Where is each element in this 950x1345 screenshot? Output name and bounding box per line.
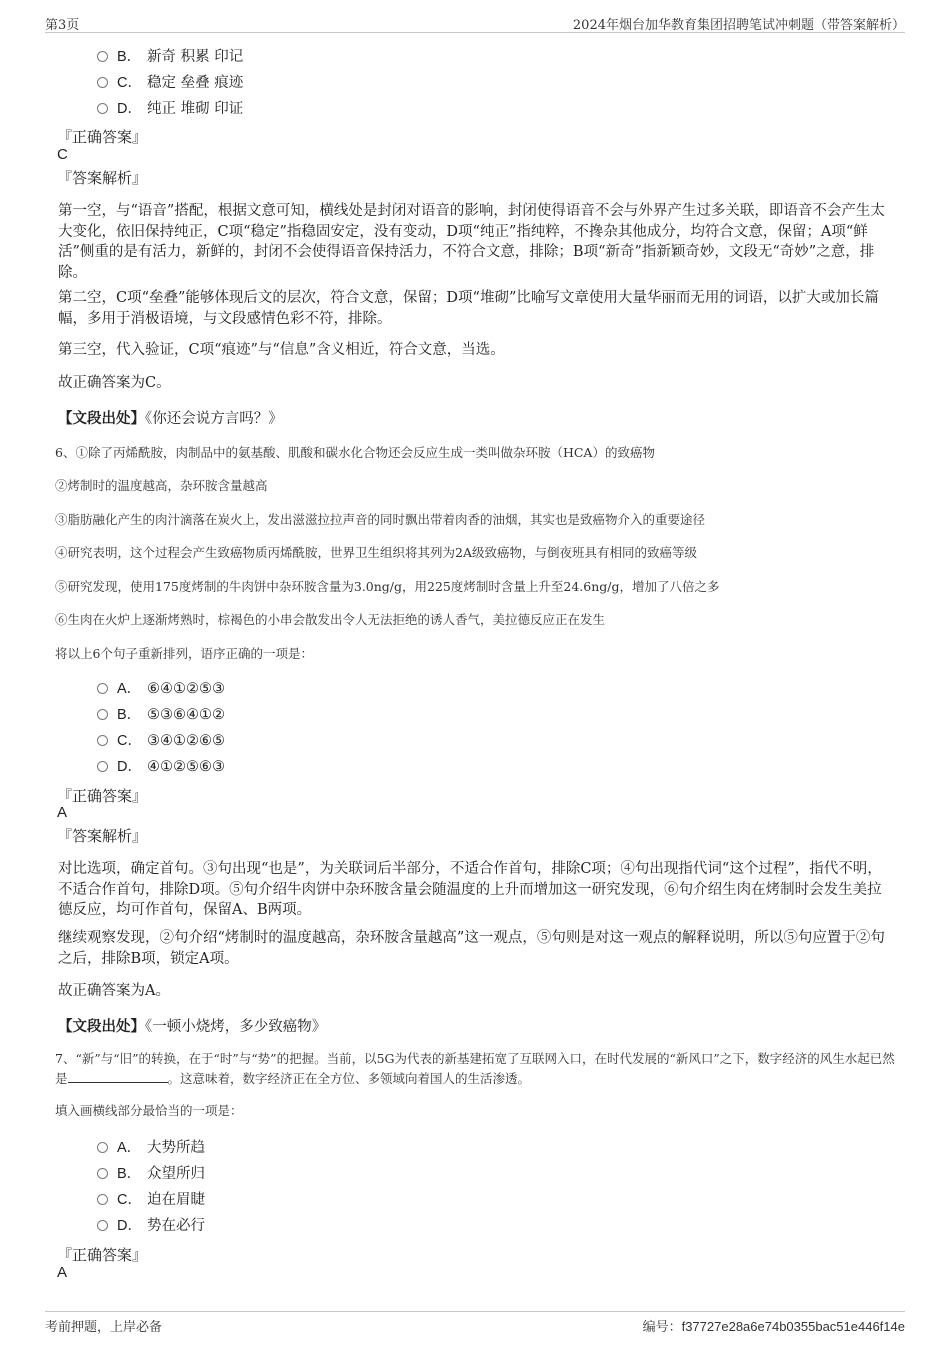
q7-stem: 7、“新”与“旧”的转换，在于“时”与“势”的把握。当前，以5G为代表的新基建拓宽了互联网入口，在时代发展的“新风口”之下，数字经济的风生水起已然是 。这意味着，数字经济正在全方位、多领域向着国人的生活渗透。	[55, 1051, 895, 1086]
q6-analysis-label: 『答案解析』	[57, 827, 148, 845]
q7-option-a[interactable]: A． 大势所趋	[97, 1138, 205, 1158]
q5-answer: C	[57, 146, 68, 163]
radio-icon[interactable]	[97, 1168, 108, 1179]
page-header	[45, 12, 905, 33]
q5-analysis-label: 『答案解析』	[57, 169, 148, 187]
radio-icon[interactable]	[97, 103, 108, 114]
q6-prompt: 将以上6个句子重新排列，语序正确的一项是：	[55, 646, 313, 661]
radio-icon[interactable]	[97, 709, 108, 720]
q5-source	[58, 407, 283, 428]
q7-option-b[interactable]: B． 众望所归	[97, 1164, 205, 1184]
radio-icon[interactable]	[97, 1194, 108, 1205]
q7-answer: A	[57, 1264, 68, 1281]
q6-option-d[interactable]: D． ④①②⑤⑥③	[97, 757, 225, 777]
document-title: 2024年烟台加华教育集团招聘笔试冲刺题（带答案解析）	[572, 18, 905, 33]
q6-option-c[interactable]: C． ③④①②⑥⑤	[97, 731, 225, 751]
q6-line-5: ⑤研究发现，使用175度烤制的牛肉饼中杂环胺含量为3.0ng/g，用225度烤制时含量上升至24.6ng/g，增加了八倍之多	[55, 579, 720, 594]
fill-blank	[68, 1069, 168, 1083]
q5-option-b[interactable]: B． 新奇 积累 印记	[97, 47, 243, 67]
q6-analysis-para-3: 故正确答案为A。	[58, 983, 170, 999]
source-tag: 【文段出处】	[58, 1018, 145, 1035]
q5-analysis-para-1: 第一空，与“语音”搭配，根据文意可知，横线处是封闭对语音的影响，封闭使得语音不会与外界产生过多关联，即语音不会产生太大变化，依旧保持纯正，C项“稳定”指稳固安定，没有变动，D项“纯正”指纯粹，不搀杂其他成分，均符合文意，保留；A项“鲜活”侧重的是有活力，新鲜的，封闭不会使得语音保持活力，不符合文意，排除；B项“新奇”指新颖奇妙，文段无“奇妙”之意，排除。	[58, 203, 885, 281]
q6-line-2: ②烤制时的温度越高，杂环胺含量越高	[55, 478, 268, 493]
radio-icon[interactable]	[97, 683, 108, 694]
radio-icon[interactable]	[97, 761, 108, 772]
q7-option-d[interactable]: D． 势在必行	[97, 1216, 205, 1236]
source-title: 《你还会说方言吗？》	[145, 411, 283, 427]
q5-option-c[interactable]: C． 稳定 垒叠 痕迹	[97, 73, 243, 93]
q7-option-c[interactable]: C． 迫在眉睫	[97, 1190, 205, 1210]
q6-line-1: 6、①除了丙烯酰胺，肉制品中的氨基酸、肌酸和碳水化合物还会反应生成一类叫做杂环胺（HCA）的致癌物	[55, 445, 655, 460]
footer-slogan: 考前押题，上岸必备	[45, 1320, 163, 1335]
radio-icon[interactable]	[97, 77, 108, 88]
q6-source	[58, 1015, 326, 1036]
q6-line-6: ⑥生肉在火炉上逐渐烤熟时，棕褐色的小串会散发出令人无法拒绝的诱人香气，美拉德反应正在发生	[55, 612, 606, 627]
q6-option-b[interactable]: B． ⑤③⑥④①②	[97, 705, 225, 725]
radio-icon[interactable]	[97, 735, 108, 746]
document-code: 编号：f37727e28a6e74b0355bac51e446f14e	[642, 1319, 905, 1334]
q7-prompt: 填入画横线部分最恰当的一项是：	[55, 1103, 243, 1118]
q5-option-d[interactable]: D． 纯正 堆砌 印证	[97, 99, 243, 119]
radio-icon[interactable]	[97, 1142, 108, 1153]
page-number: 第3页	[45, 18, 80, 33]
q6-line-4: ④研究表明，这个过程会产生致癌物质丙烯酰胺，世界卫生组织将其列为2A级致癌物，与倒夜班具有相同的致癌等级	[55, 545, 697, 560]
q5-analysis-para-2: 第二空，C项“垒叠”能够体现后文的层次，符合文意，保留；D项“堆砌”比喻写文章使用大量华丽而无用的词语，以扩大或加长篇幅，多用于消极语境，与文段感情色彩不符，排除。	[58, 290, 879, 327]
source-title: 《一顿小烧烤，多少致癌物》	[145, 1019, 327, 1035]
page-footer	[45, 1311, 905, 1336]
q7-answer-label: 『正确答案』	[57, 1246, 148, 1264]
q5-answer-label: 『正确答案』	[57, 128, 148, 146]
q6-analysis-para-2: 继续观察发现，②句介绍“烤制时的温度越高，杂环胺含量越高”这一观点，⑤句则是对这一观点的解释说明，所以⑤句应置于②句之后，排除B项，锁定A项。	[58, 930, 885, 967]
radio-icon[interactable]	[97, 1220, 108, 1231]
q5-analysis-para-4: 故正确答案为C。	[58, 375, 171, 391]
q6-analysis-para-1: 对比选项，确定首句。③句出现“也是”，为关联词后半部分，不适合作首句，排除C项；④句出现指代词“这个过程”，指代不明，不适合作首句，排除D项。⑤句介绍牛肉饼中杂环胺含量会随温度的上升而增加这一研究发现，⑥句介绍生肉在烤制时会发生美拉德反应，均可作首句，保留A、B两项。	[58, 861, 882, 918]
q6-line-3: ③脂肪融化产生的肉汁滴落在炭火上，发出滋滋拉拉声音的同时飘出带着肉香的油烟，其实也是致癌物介入的重要途径	[55, 512, 706, 527]
q5-analysis-para-3: 第三空，代入验证，C项“痕迹”与“信息”含义相近，符合文意，当选。	[58, 342, 505, 358]
q6-answer-label: 『正确答案』	[57, 787, 148, 805]
source-tag: 【文段出处】	[58, 410, 145, 427]
radio-icon[interactable]	[97, 51, 108, 62]
q6-option-a[interactable]: A． ⑥④①②⑤③	[97, 679, 225, 699]
q6-answer: A	[57, 804, 68, 821]
